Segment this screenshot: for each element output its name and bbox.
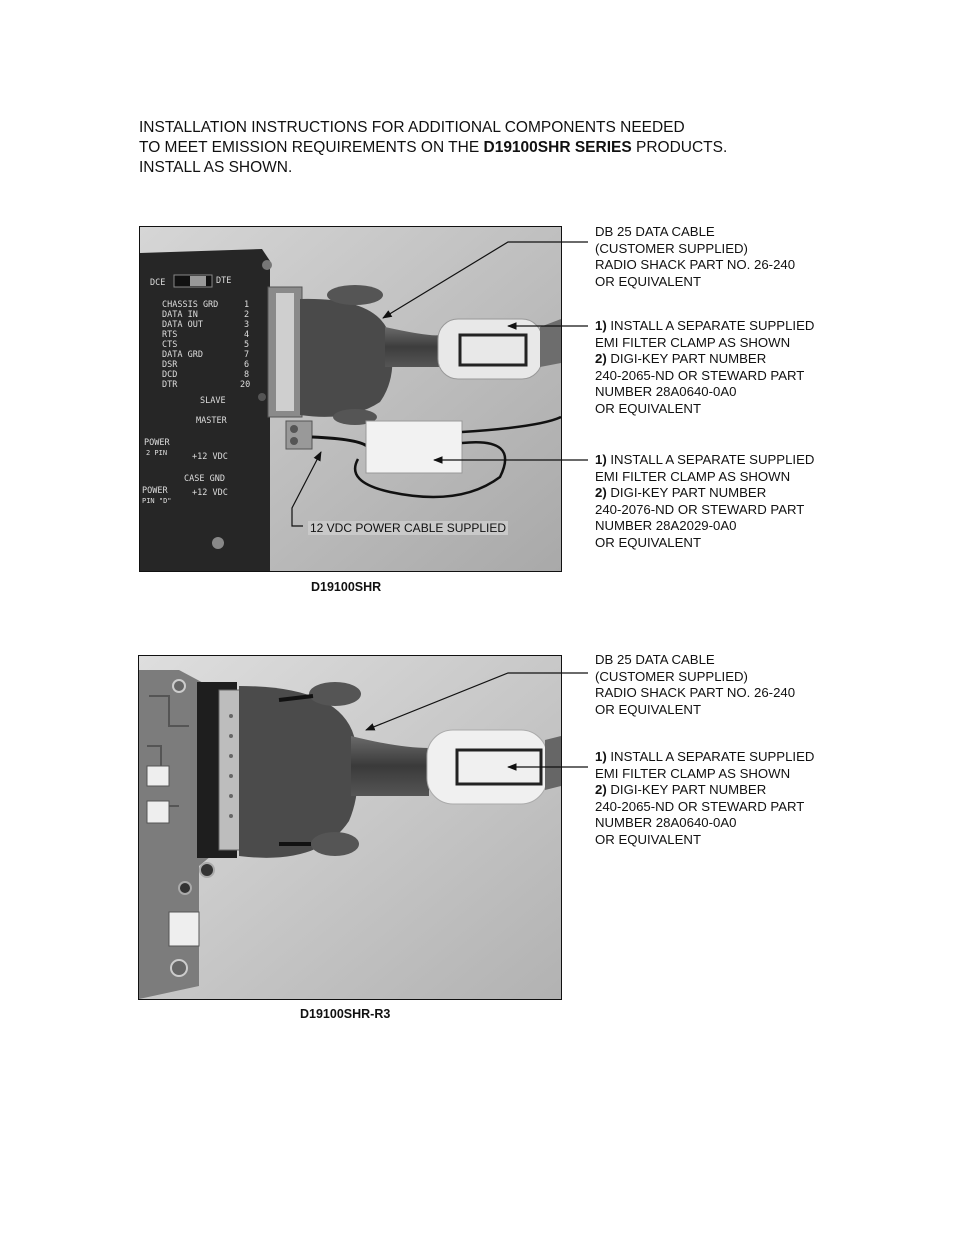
panel-slave-label: SLAVE	[200, 396, 226, 406]
step-number: 1)	[595, 749, 607, 764]
note-line: EMI FILTER CLAMP AS SHOWN	[595, 334, 791, 350]
step-number: 2)	[595, 782, 607, 797]
step-text: DIGI-KEY PART NUMBER	[606, 485, 767, 500]
heading-line-2-end: PRODUCTS.	[631, 139, 728, 156]
note-line	[595, 452, 895, 469]
note-line: NUMBER 28A2029-0A0	[595, 518, 737, 533]
panel-row-2-pin: 2	[244, 310, 250, 320]
figure-2-note-data-clamp	[595, 749, 895, 848]
panel-row-8: DCD	[162, 370, 178, 380]
panel-row-8-pin: 8	[244, 370, 250, 380]
note-line: OR EQUIVALENT	[595, 273, 702, 289]
note-line: OR EQUIVALENT	[595, 701, 702, 717]
panel-row-2: DATA IN	[162, 310, 198, 320]
step-text: INSTALL A SEPARATE SUPPLIED	[606, 318, 815, 333]
note-line: RADIO SHACK PART NO. 26-240	[595, 685, 796, 700]
note-line: NUMBER 28A0640-0A0	[595, 384, 737, 399]
panel-row-9-pin: 20	[240, 380, 251, 390]
panel-power-2-vdc: +12 VDC	[192, 488, 228, 498]
note-line: NUMBER 28A0640-0A0	[595, 815, 737, 830]
heading-series-name: D19100SHR SERIES	[483, 139, 632, 156]
d19100shr-illustration	[140, 227, 561, 571]
step-text: INSTALL A SEPARATE SUPPLIED	[606, 749, 815, 764]
note-line	[595, 749, 895, 766]
panel-row-7-pin: 6	[244, 360, 250, 370]
panel-power-1-vdc: +12 VDC	[192, 452, 228, 462]
note-line: 240-2065-ND OR STEWARD PART	[595, 798, 805, 814]
power-cable-label: 12 VDC POWER CABLE SUPPLIED	[310, 521, 507, 535]
note-line: EMI FILTER CLAMP AS SHOWN	[595, 765, 791, 781]
step-number: 2)	[595, 485, 607, 500]
heading-line-3: INSTALL AS SHOWN.	[139, 159, 293, 176]
panel-row-6: DATA GRD	[162, 350, 203, 360]
panel-row-1: CHASSIS GRD	[162, 300, 219, 310]
note-line: RADIO SHACK PART NO. 26-240	[595, 257, 796, 272]
panel-row-5-pin: 5	[244, 340, 250, 350]
instructions-heading	[139, 118, 839, 178]
emi-clamp-data	[427, 730, 547, 804]
note-line: 240-2065-ND OR STEWARD PART	[595, 367, 805, 383]
panel-row-6-pin: 7	[244, 350, 250, 360]
note-line	[595, 485, 895, 502]
device-body	[140, 249, 270, 571]
emi-clamp-power	[366, 421, 462, 473]
panel-master-label: MASTER	[196, 416, 227, 426]
panel-case-gnd: CASE GND	[184, 474, 225, 484]
panel-dte-label: DTE	[216, 276, 232, 286]
note-line: OR EQUIVALENT	[595, 400, 702, 416]
note-line: (CUSTOMER SUPPLIED)	[595, 668, 748, 684]
panel-row-4-pin: 4	[244, 330, 250, 340]
step-number: 1)	[595, 452, 607, 467]
panel-power-2: POWER	[142, 486, 168, 496]
figure-2-note-data-cable	[595, 652, 895, 718]
note-line: DB 25 DATA CABLE	[595, 652, 715, 667]
note-line: (CUSTOMER SUPPLIED)	[595, 240, 748, 256]
step-number: 1)	[595, 318, 607, 333]
panel-row-9: DTR	[162, 380, 178, 390]
panel-row-4: RTS	[162, 330, 178, 340]
d19100shr-r3-illustration	[139, 656, 561, 999]
step-text: DIGI-KEY PART NUMBER	[606, 351, 767, 366]
note-line: OR EQUIVALENT	[595, 534, 702, 550]
heading-line-1: INSTALLATION INSTRUCTIONS FOR ADDITIONAL COMPONENTS NEEDED	[139, 119, 685, 136]
note-line: EMI FILTER CLAMP AS SHOWN	[595, 468, 791, 484]
step-text: DIGI-KEY PART NUMBER	[606, 782, 767, 797]
note-line: 240-2076-ND OR STEWARD PART	[595, 501, 805, 517]
figure-1-note-data-cable	[595, 224, 895, 290]
figure-1-caption: D19100SHR	[311, 580, 382, 594]
note-line: OR EQUIVALENT	[595, 831, 702, 847]
panel-power-2-sub: PIN "D"	[142, 497, 172, 505]
panel-row-5: CTS	[162, 340, 178, 350]
note-line: DB 25 DATA CABLE	[595, 224, 715, 239]
figure-2-caption: D19100SHR-R3	[300, 1007, 391, 1021]
panel-power-1-sub: 2 PIN	[146, 449, 168, 457]
figure-1-note-data-clamp	[595, 318, 895, 417]
step-text: INSTALL A SEPARATE SUPPLIED	[606, 452, 815, 467]
figure-1-photo	[139, 226, 562, 572]
note-line	[595, 351, 895, 368]
note-line	[595, 782, 895, 799]
panel-power-1: POWER	[144, 438, 170, 448]
figure-1-note-power-clamp	[595, 452, 895, 551]
panel-dce-label: DCE	[150, 278, 166, 288]
step-number: 2)	[595, 351, 607, 366]
panel-row-1-pin: 1	[244, 300, 250, 310]
figure-2-photo	[138, 655, 562, 1000]
panel-row-3-pin: 3	[244, 320, 250, 330]
panel-row-3: DATA OUT	[162, 320, 203, 330]
panel-row-7: DSR	[162, 360, 178, 370]
note-line	[595, 318, 895, 335]
heading-line-2	[139, 138, 839, 158]
heading-line-2-start: TO MEET EMISSION REQUIREMENTS ON THE	[139, 139, 484, 156]
